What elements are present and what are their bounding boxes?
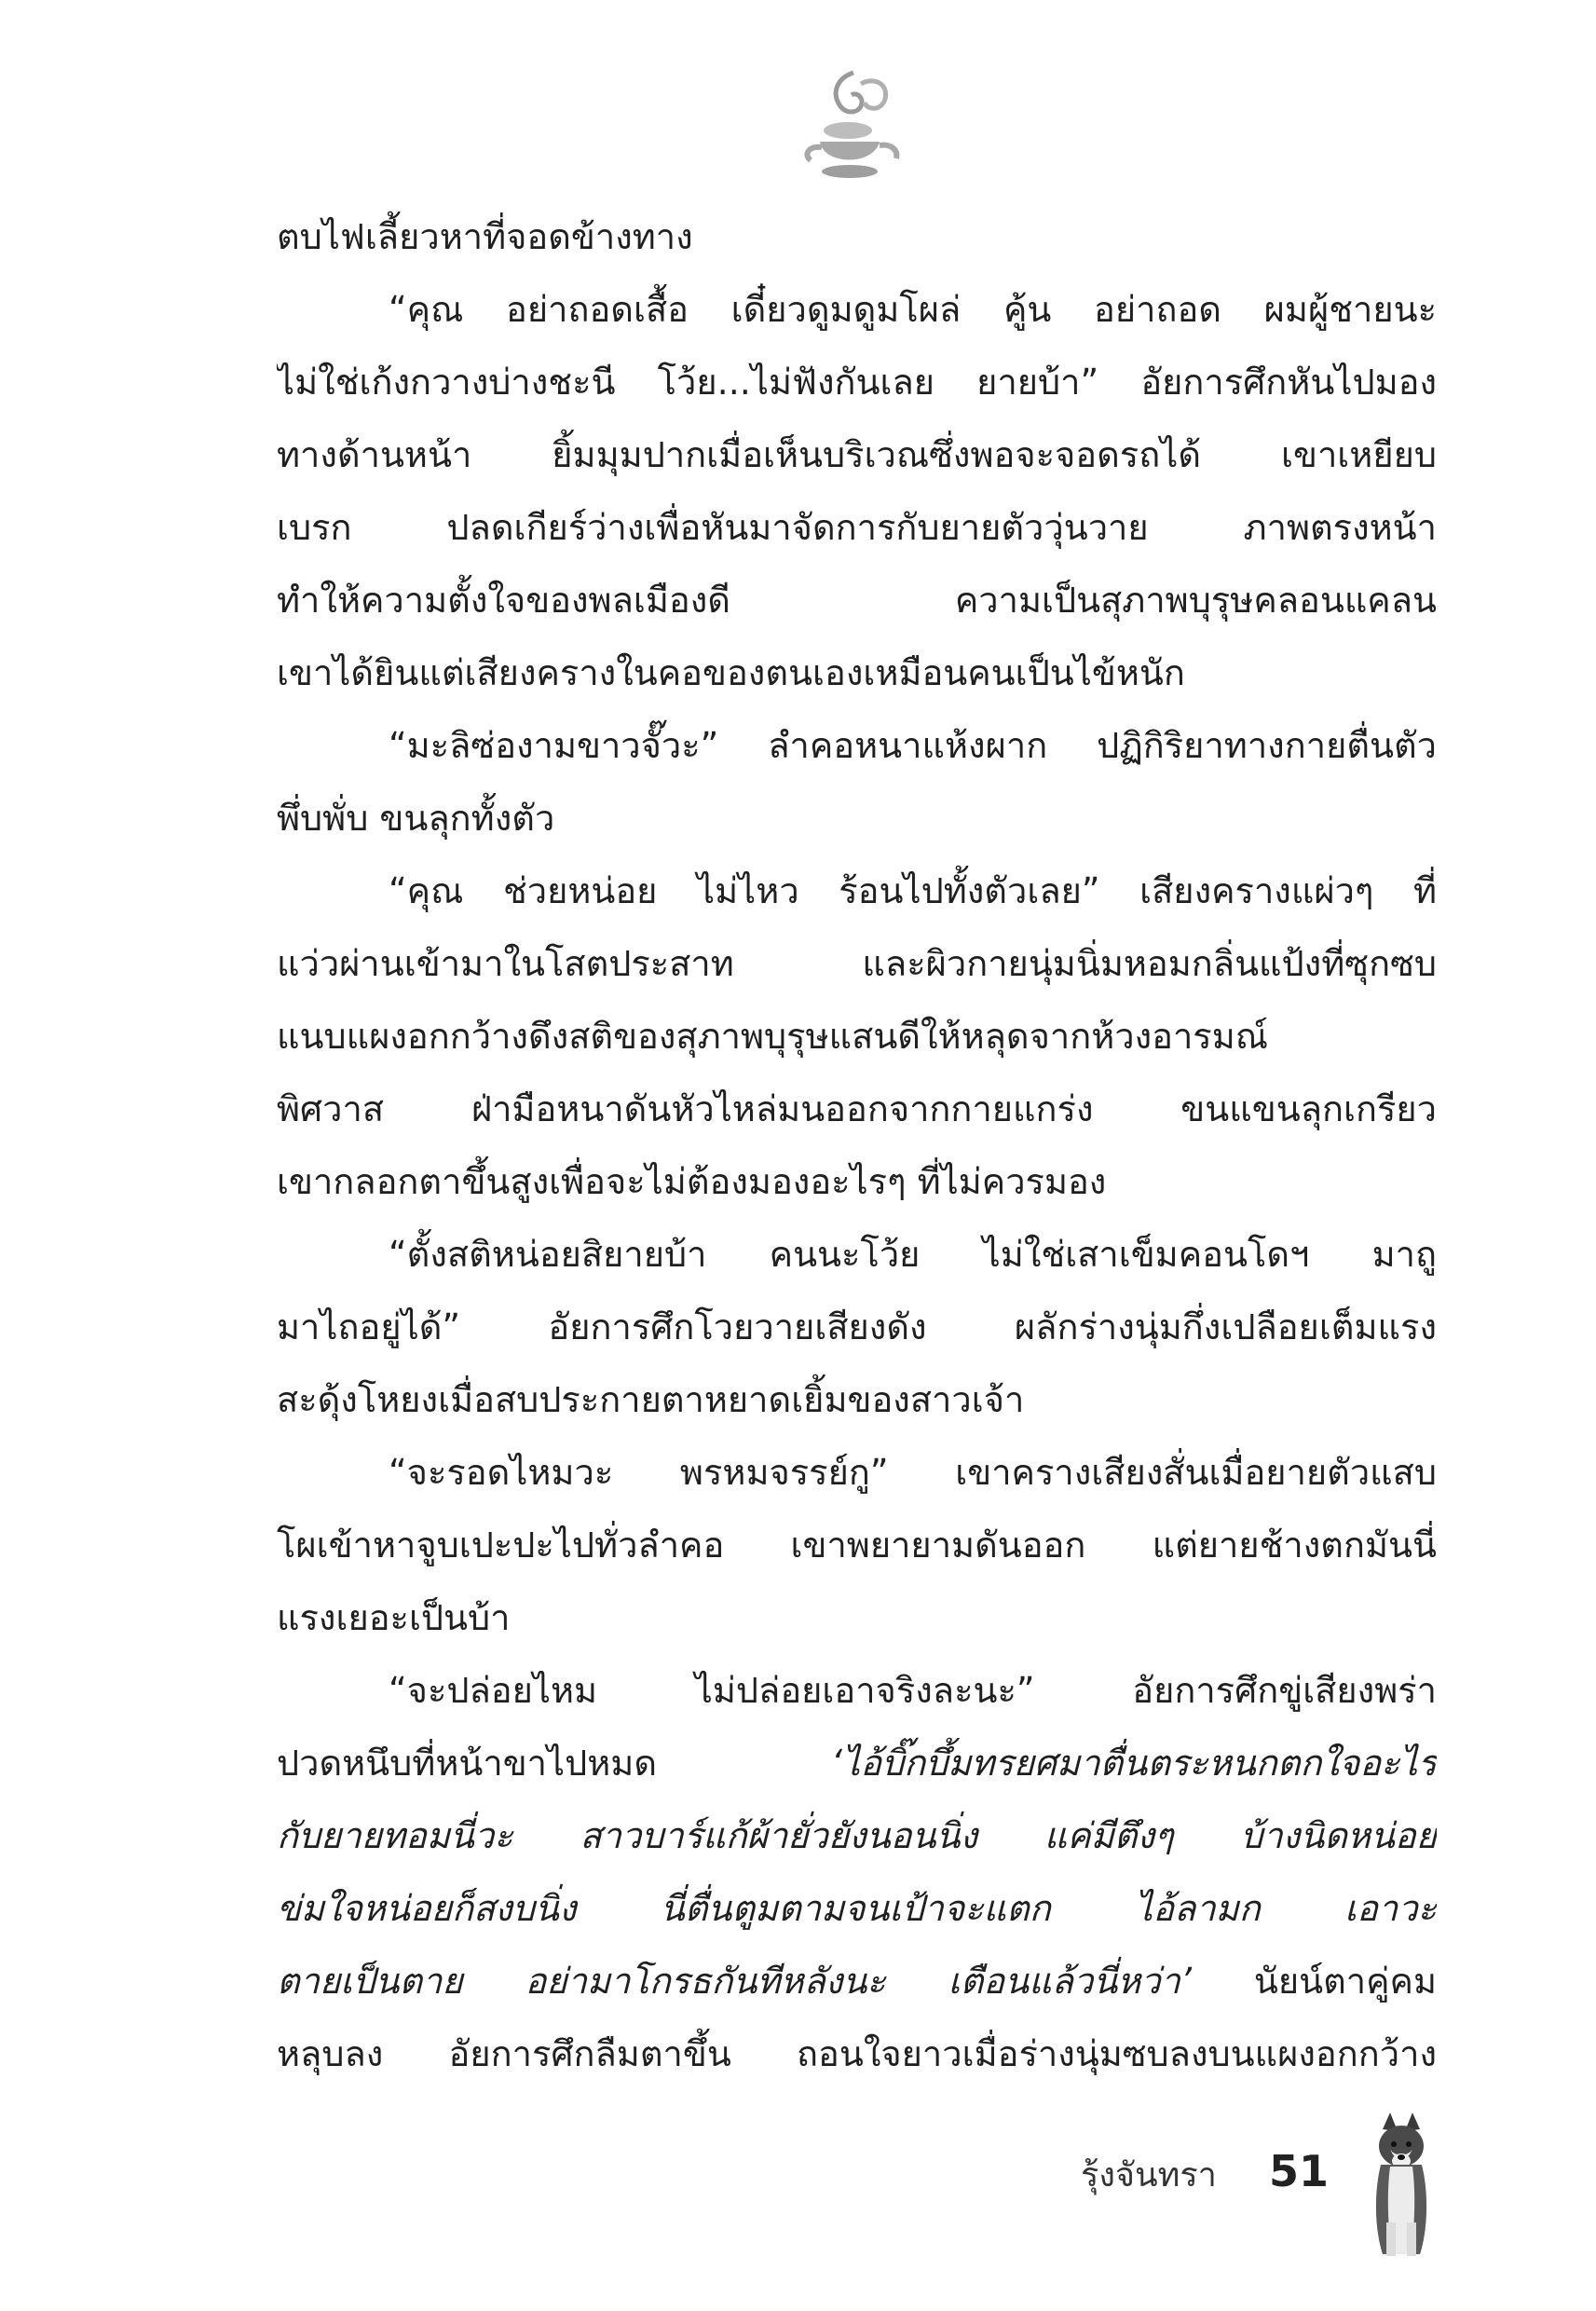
text-line: ตบไฟเลี้ยวหาที่จอดข้างทาง	[277, 216, 693, 257]
text-line: “ตั้งสติหน่อยสิยายบ้า คนนะโว้ย ไม่ใช่เสาเข็มคอนโดฯ มาถู	[389, 1234, 1437, 1275]
paragraph	[277, 200, 1437, 273]
text-line: ทำให้ความตั้งใจของพลเมืองดี ความเป็นสุภาพบุรุษคลอนแคลน	[277, 580, 1437, 621]
text-line: โผเข้าหาจูบเปะปะไปทั่วลำคอ เขาพยายามดันออก แต่ยายช้างตกมันนี่	[277, 1525, 1437, 1566]
text-line: เขากลอกตาขึ้นสูงเพื่อจะไม่ต้องมองอะไรๆ ที่ไม่ควรมอง	[277, 1161, 1107, 1202]
italic-thought: ข่มใจหน่อยก็สงบนิ่ง นี่ตื่นตูมตามจนเป้าจะแตก ไอ้ลามก เอาวะ	[277, 1888, 1437, 1929]
text-line: “มะลิซ่องามขาวจั๊วะ” ลำคอหนาแห้งผาก ปฏิกิริยาทางกายตื่นตัว	[389, 725, 1437, 766]
text-line: มาไถอยู่ได้” อัยการศึกโวยวายเสียงดัง ผลักร่างนุ่มกึ่งเปลือยเต็มแรง	[277, 1306, 1437, 1347]
text-line: “คุณ อย่าถอดเสื้อ เดี๋ยวดูมดูมโผล่ คู้น อย่าถอด ผมผู้ชายนะ	[389, 289, 1437, 330]
text-line	[277, 1727, 1437, 1799]
paragraph	[277, 1654, 1437, 2090]
paragraph	[277, 855, 1437, 1218]
text-line: ไม่ใช่เก้งกวางบ่างชะนี โว้ย...ไม่ฟังกันเลย ยายบ้า” อัยการศึกหันไปมอง	[277, 362, 1437, 403]
page-footer	[1025, 2111, 1547, 2260]
genie-lamp-icon	[799, 65, 902, 186]
text-span: ปวดหนึบที่หน้าขาไปหมด	[277, 1743, 831, 1784]
husky-dog-icon	[1358, 2111, 1442, 2260]
italic-thought: ‘ไอ้บิ๊กบึ้มทรยศมาตื่นตระหนกตกใจอะไร	[831, 1743, 1437, 1784]
text-line: สะดุ้งโหยงเมื่อสบประกายตาหยาดเยิ้มของสาวเจ้า	[277, 1379, 1025, 1420]
paragraph	[277, 1436, 1437, 1654]
text-line: ทางด้านหน้า ยิ้มมุมปากเมื่อเห็นบริเวณซึ่งพอจะจอดรถได้ เขาเหยียบ	[277, 434, 1437, 475]
text-line: พิศวาส ฝ่ามือหนาดันหัวไหล่มนออกจากกายแกร่ง ขนแขนลุกเกรียว	[277, 1088, 1437, 1129]
page-number: 51	[1269, 2146, 1330, 2196]
text-span: นัยน์ตาคู่คม	[1191, 1961, 1437, 2002]
italic-thought: ตายเป็นตาย อย่ามาโกรธกันทีหลังนะ เตือนแล้วนี่หว่า’	[277, 1961, 1192, 2002]
text-line: เขาได้ยินแต่เสียงครางในคอของตนเองเหมือนคนเป็นไข้หนัก	[277, 652, 1185, 693]
footer-author: รุ้งจันทรา	[1081, 2156, 1217, 2195]
paragraph	[277, 709, 1437, 855]
italic-thought: กับยายทอมนี่วะ สาวบาร์แก้ผ้ายั่วยังนอนนิ่ง แค่มีตึงๆ บ้างนิดหน่อย	[277, 1815, 1437, 1856]
text-line: พึ่บพั่บ ขนลุกทั้งตัว	[277, 798, 555, 839]
body-text	[277, 200, 1437, 2090]
text-line: แรงเยอะเป็นบ้า	[277, 1597, 511, 1638]
text-line	[277, 1945, 1437, 2017]
paragraph	[277, 273, 1437, 709]
text-line: แนบแผงอกกว้างดึงสติของสุภาพบุรุษแสนดีให้หลุดจากห้วงอารมณ์	[277, 1016, 1269, 1057]
text-line: “จะปล่อยไหม ไม่ปล่อยเอาจริงละนะ” อัยการศึกขู่เสียงพร่า	[389, 1670, 1437, 1711]
text-line: “คุณ ช่วยหน่อย ไม่ไหว ร้อนไปทั้งตัวเลย” เสียงครางแผ่วๆ ที่	[389, 870, 1437, 911]
text-line: แว่วผ่านเข้ามาในโสตประสาท และผิวกายนุ่มนิ่มหอมกลิ่นแป้งที่ซุกซบ	[277, 943, 1437, 984]
text-line: หลุบลง อัยการศึกลืมตาขึ้น ถอนใจยาวเมื่อร่างนุ่มซบลงบนแผงอกกว้าง	[277, 2033, 1437, 2074]
text-line: “จะรอดไหมวะ พรหมจรรย์กู” เขาครางเสียงสั่นเมื่อยายตัวแสบ	[389, 1452, 1437, 1493]
paragraph	[277, 1218, 1437, 1436]
text-line: เบรก ปลดเกียร์ว่างเพื่อหันมาจัดการกับยายตัววุ่นวาย ภาพตรงหน้า	[277, 507, 1437, 548]
